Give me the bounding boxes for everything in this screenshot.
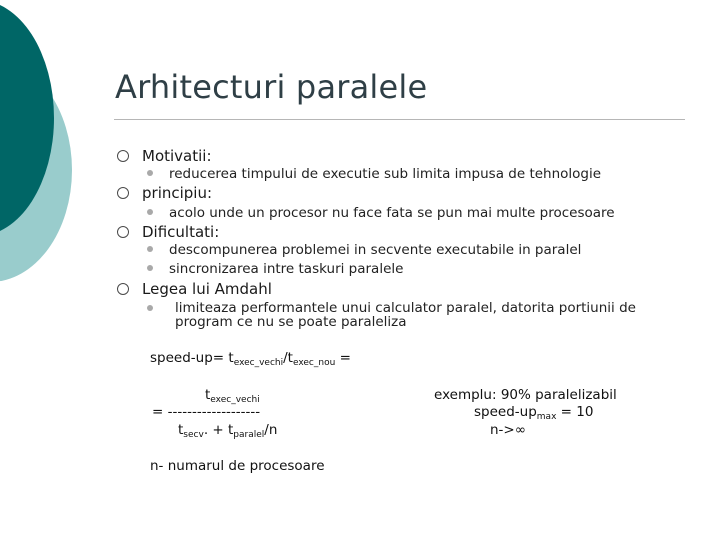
speedup-definition: speed-up= $t_{exec\_vechi}/t_{exec\_nou}$ =	[150, 350, 351, 368]
bullet-label: principiu:	[142, 184, 213, 202]
example-line-1: exemplu: 90% paralelizabil	[434, 387, 617, 403]
sub-bullet-text: reducerea timpului de executie sub limita impusa de tehnologie	[169, 166, 602, 182]
decorative-circles	[0, 0, 120, 300]
sub-bullet	[147, 261, 403, 277]
bullet-label: Dificultati:	[142, 223, 220, 241]
formula-fraction-line: = -------------------	[152, 404, 261, 420]
formula-numerator: $t_{exec\_vechi}$	[205, 387, 260, 405]
example-line-2: speed-$up_{max} = 10$	[474, 404, 594, 422]
dot-bullet-icon	[147, 170, 153, 176]
dot-bullet-icon	[147, 305, 153, 311]
circle-bullet-icon	[117, 283, 129, 295]
formula-note: n- numarul de procesoare	[150, 458, 325, 474]
bullet-label: Legea lui Amdahl	[142, 280, 272, 298]
bullet-principiu	[117, 184, 212, 202]
title-divider	[114, 119, 685, 120]
sub-bullet-text: acolo unde un procesor nu face fata se pun mai multe procesoare	[169, 205, 615, 221]
circle-bullet-icon	[117, 187, 129, 199]
example-line-3: n->∞	[490, 422, 526, 438]
bullet-motivatii	[117, 147, 212, 165]
bullet-amdahl	[117, 280, 272, 298]
dot-bullet-icon	[147, 209, 153, 215]
sub-bullet	[147, 166, 601, 182]
sub-bullet-text: sincronizarea intre taskuri paralele	[169, 261, 404, 277]
circle-bullet-icon	[117, 226, 129, 238]
dot-bullet-icon	[147, 246, 153, 252]
bullet-label: Motivatii:	[142, 147, 212, 165]
sub-bullet-text: descompunerea problemei in secvente executabile in paralel	[169, 242, 582, 258]
circle-bullet-icon	[117, 150, 129, 162]
formula-denominator: $t_{secv}$. + $t_{paralel}/n$	[178, 422, 278, 440]
sub-bullet-dot-row	[147, 301, 169, 317]
bullet-dificultati	[117, 223, 219, 241]
sub-bullet	[147, 242, 581, 258]
sub-bullet-text: limiteaza performantele unui calculator paralel, datorita portiunii de program ce nu se poate paraleliza	[175, 300, 636, 330]
slide-title: Arhitecturi paralele	[115, 68, 428, 106]
dot-bullet-icon	[147, 265, 153, 271]
sub-bullet	[147, 205, 615, 221]
